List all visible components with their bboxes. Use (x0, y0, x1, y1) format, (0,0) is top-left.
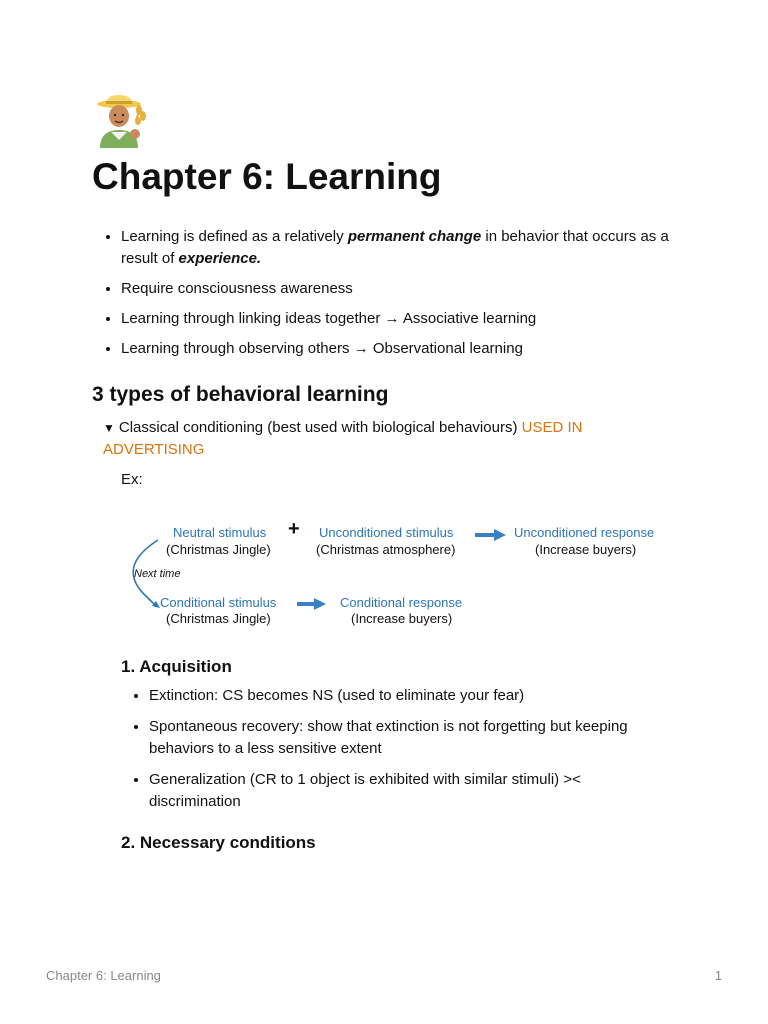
unconditioned-stimulus-label: Unconditioned stimulus (319, 525, 454, 540)
emphasis-text: experience. (178, 250, 262, 267)
highlight-text: USED IN ADVERTISING (103, 419, 583, 458)
list-item: • Learning through observing others → Observational learning (121, 338, 695, 360)
list-item: • Spontaneous recovery: show that extinction is not forgetting but keeping behaviors to a less sensitive extent (149, 716, 669, 760)
acquisition-heading: 1. Acquisition (121, 657, 232, 676)
curved-arrow-head (152, 601, 160, 608)
list-item (121, 226, 695, 270)
arrow-head (494, 529, 506, 541)
next-time-label: Next time (134, 568, 181, 580)
unconditioned-stimulus-example: (Christmas atmosphere) (316, 542, 456, 557)
conditional-response-example: (Increase buyers) (351, 611, 453, 626)
list-item-text: Learning is defined as a relatively (121, 228, 348, 245)
conditional-stimulus-label: Conditional stimulus (160, 595, 277, 610)
list-item-text: in behavior that occurs as a result of (121, 228, 669, 267)
conditional-stimulus-example: (Christmas Jingle) (166, 611, 271, 626)
conditioning-diagram (118, 520, 678, 635)
unconditioned-response-example: (Increase buyers) (535, 542, 637, 557)
list-item: • Learning through linking ideas together → Associative learning (121, 308, 695, 330)
list-item: • Require consciousness awareness (121, 278, 695, 300)
plus-sign: + (288, 518, 300, 540)
intro-bullet-list (103, 226, 695, 368)
toggle-text: Classical conditioning (best used with biological behaviours) (118, 419, 522, 436)
neutral-stimulus-label: Neutral stimulus (173, 525, 267, 540)
list-item: • Extinction: CS becomes NS (used to eliminate your fear) (149, 685, 669, 707)
footer-title: Chapter 6: Learning (46, 968, 161, 983)
list-item: • Generalization (CR to 1 object is exhibited with similar stimuli) >< discrimination (149, 769, 669, 813)
toggle-block-classical-conditioning[interactable] (103, 417, 643, 461)
page-number: 1 (714, 968, 722, 983)
neutral-stimulus-example: (Christmas Jingle) (166, 542, 271, 557)
acquisition-bullet-list (131, 685, 669, 822)
necessary-conditions-heading: 2. Necessary conditions (121, 833, 316, 852)
page-title: Chapter 6: Learning (92, 156, 442, 197)
arrow-head (314, 598, 326, 610)
unconditioned-response-label: Unconditioned response (514, 525, 655, 540)
toggle-triangle-icon[interactable]: ▼ (103, 421, 115, 435)
emphasis-text: permanent change (347, 228, 482, 245)
farmer-emoji-icon (92, 94, 154, 148)
section-heading: 3 types of behavioral learning (92, 383, 389, 406)
example-label: Ex: (121, 471, 143, 488)
conditional-response-label: Conditional response (340, 595, 463, 610)
